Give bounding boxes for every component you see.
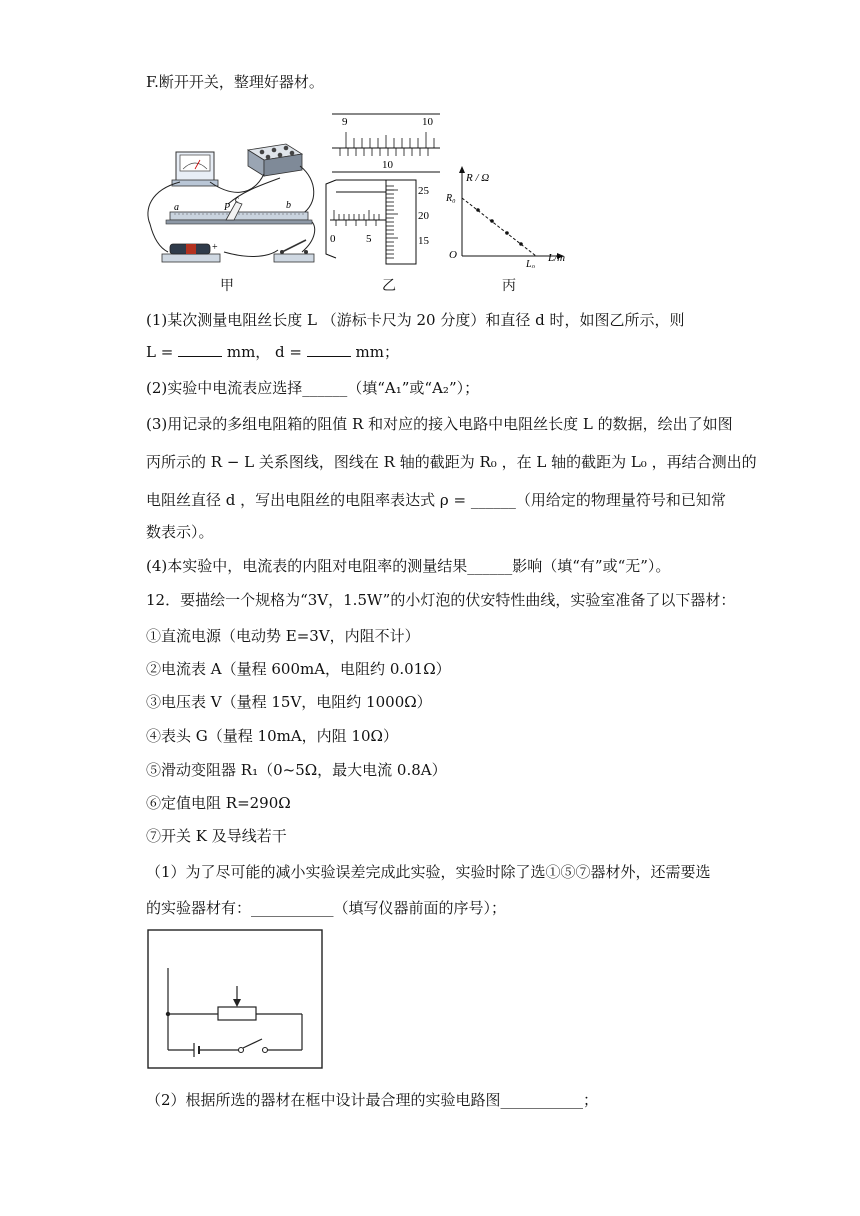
q11-part1-unit: mm； <box>350 343 399 361</box>
label-c: c <box>235 194 239 204</box>
graph-r0: R₀ <box>446 193 456 204</box>
graph-origin: O <box>449 249 457 261</box>
q12-item-3: ③电压表 V（量程 15V，电阻约 1000Ω） <box>146 693 432 711</box>
q11-part4: (4)本实验中，电流表的内阻对电阻率的测量结果______影响（填“有”或“无”）。 <box>146 557 671 575</box>
figure-apparatus <box>140 140 320 268</box>
vernier-main-9: 9 <box>342 116 348 128</box>
label-p: P <box>224 202 231 213</box>
q12-part1-line2: 的实验器材有：___________（填写仪器前面的序号）； <box>146 899 507 917</box>
switch-symbol <box>239 1048 244 1053</box>
figure-measure <box>322 108 444 268</box>
micro-0: 0 <box>330 233 336 245</box>
caption-jia: 甲 <box>220 278 234 294</box>
q11-part3-line1: (3)用记录的多组电阻箱的阻值 R 和对应的接入电路中电阻丝长度 L 的数据，绘出了如图 <box>146 415 733 433</box>
answer-blank-l[interactable] <box>178 342 222 357</box>
label-b: b <box>286 200 291 211</box>
q12-item-7: ⑦开关 K 及导线若干 <box>146 827 287 845</box>
graph-l0: L₀ <box>526 259 536 268</box>
q11-part1-line2 <box>146 342 399 362</box>
rheostat-symbol <box>218 1007 256 1020</box>
q11-part1-line1: (1)某次测量电阻丝长度 L （游标卡尺为 20 分度）和直径 d 时，如图乙所示，则 <box>146 311 685 329</box>
q12-stem: 12．要描绘一个规格为“3V，1.5W”的小灯泡的伏安特性曲线，实验室准备了以下器材： <box>146 591 736 609</box>
vernier-sub-10: 10 <box>382 159 393 171</box>
svg-text:+: + <box>212 242 218 253</box>
micro-20: 20 <box>418 210 429 222</box>
q11-part2: (2)实验中电流表应选择______（填“A₁”或“A₂”）； <box>146 379 480 397</box>
q12-item-5: ⑤滑动变阻器 R₁（0~5Ω，最大电流 0.8A） <box>146 761 447 779</box>
label-a: a <box>174 202 179 213</box>
micro-15: 15 <box>418 235 429 247</box>
answer-blank-d[interactable] <box>307 342 351 357</box>
q11-part3-line2: 丙所示的 R − L 关系图线，图线在 R 轴的截距为 R₀ ，在 L 轴的截距为 L₀ ，再结合测出的 <box>146 453 757 471</box>
q12-item-6: ⑥定值电阻 R=290Ω <box>146 794 291 812</box>
q11-part3-line3: 电阻丝直径 d ，写出电阻丝的电阻率表达式 ρ = ______（用给定的物理量符号和已知常 <box>146 491 726 509</box>
q11-part3-line4: 数表示）。 <box>146 523 214 541</box>
q11-part1-l-label: L = <box>146 343 179 361</box>
circuit-frame[interactable] <box>146 928 326 1072</box>
q12-item-1: ①直流电源（电动势 E=3V，内阻不计） <box>146 627 420 645</box>
caption-yi: 乙 <box>382 278 396 294</box>
q12-part2: （2）根据所选的器材在框中设计最合理的实验电路图___________； <box>146 1091 599 1109</box>
micro-25: 25 <box>418 185 429 197</box>
graph-y-label: R / Ω <box>466 172 490 184</box>
q11-part1-d-label: mm， d = <box>222 343 307 361</box>
q12-item-4: ④表头 G（量程 10mA，内阻 10Ω） <box>146 727 398 745</box>
q12-item-2: ②电流表 A（量程 600mA，电阻约 0.01Ω） <box>146 660 451 678</box>
graph-x-label: L/m <box>548 252 566 264</box>
q12-part1-line1: （1）为了尽可能的减小实验误差完成此实验，实验时除了选①⑤⑦器材外，还需要选 <box>146 863 711 881</box>
vernier-main-10: 10 <box>422 116 433 128</box>
intro-line: F.断开开关，整理好器材。 <box>146 73 324 91</box>
micro-5: 5 <box>366 233 372 245</box>
figure-graph <box>444 164 578 268</box>
caption-bing: 丙 <box>502 278 516 294</box>
